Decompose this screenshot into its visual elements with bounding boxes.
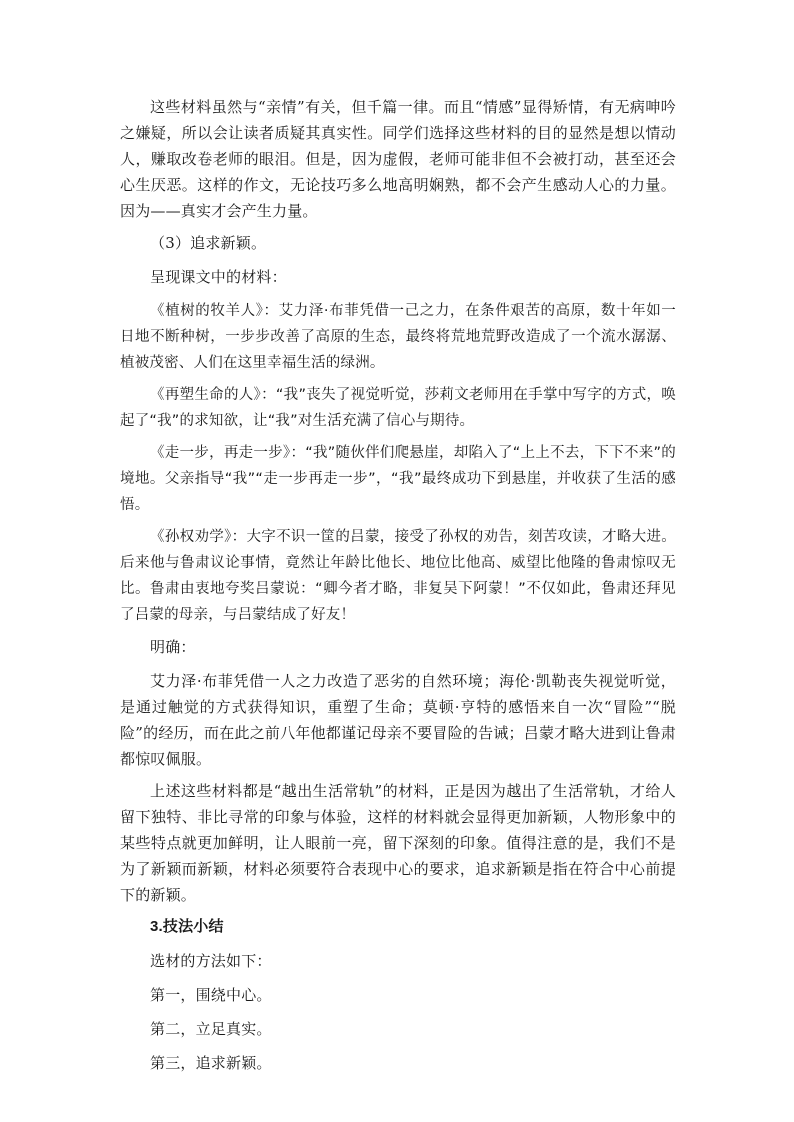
material-one-step: 《走一步，再走一步》：“我”随伙伴们爬悬崖，却陷入了“上上不去，下下不来”的境地。父亲指导“我”“走一步再走一步”，“我”最终成功下到悬崖，并收获了生活的感悟。 xyxy=(120,445,676,513)
paragraph-novelty-summary: 上述这些材料都是“越出生活常轨”的材料，正是因为越出了生活常轨，才给人留下独特、非比寻常的印象与体验，这样的材料就会显得更加新颖，人物形象中的某些特点就更加鲜明，让人眼前一亮，留下深刻的印象。值得注意的是，我们不是为了新颖而新颖，材料必须要符合表现中心的要求，追求新颖是指在符合中心前提下的新颖。 xyxy=(120,782,676,904)
document-page xyxy=(120,94,676,1084)
method-item-3: 第三，追求新颖。 xyxy=(150,1054,272,1072)
paragraph-methods-intro: 选材的方法如下： xyxy=(150,952,272,970)
method-item-2: 第二，立足真实。 xyxy=(150,1020,272,1038)
material-reshape-life: 《再塑生命的人》：“我”丧失了视觉听觉，莎莉文老师用在手掌中写字的方式，唤起了“我”的求知欲，让“我”对生活充满了信心与期待。 xyxy=(120,387,676,429)
paragraph-clarify-label: 明确： xyxy=(150,638,196,656)
section-heading-summary: 3.技法小结 xyxy=(150,918,224,935)
material-sun-quan: 《孙权劝学》：大字不识一筐的吕蒙，接受了孙权的劝告，刻苦攻读，才略大进。后来他与鲁肃议论事情，竟然让年龄比他长、地位比他高、威望比他隆的鲁肃惊叹无比。鲁肃由衷地夸奖吕蒙说：“卿今者才略，非复吴下阿蒙！”不仅如此，鲁肃还拜见了吕蒙的母亲，与吕蒙结成了好友！ xyxy=(120,529,676,623)
paragraph-clarify-content: 艾力泽·布菲凭借一人之力改造了恶劣的自然环境；海伦·凯勒丧失视觉听觉，是通过触觉的方式获得知识，重塑了生命；莫顿·亨特的感悟来自一次“冒险”“脱险”的经历，而在此之前八年他都谨记母亲不要冒险的告诫；吕蒙才略大进到让鲁肃都惊叹佩服。 xyxy=(120,672,676,768)
subheading-pursue-novelty: （3）追求新颖。 xyxy=(150,234,267,252)
paragraph-present-materials: 呈现课文中的材料： xyxy=(150,268,287,286)
method-item-1: 第一，围绕中心。 xyxy=(150,986,272,1004)
material-shepherd: 《植树的牧羊人》：艾力泽·布菲凭借一己之力，在条件艰苦的高原，数十年如一日地不断种树，一步步改善了高原的生态，最终将荒地荒野改造成了一个流水潺潺、植被茂密、人们在这里幸福生活的绿洲。 xyxy=(120,303,676,371)
paragraph-emotion-analysis: 这些材料虽然与“亲情”有关，但千篇一律。而且“情感”显得矫情，有无病呻吟之嫌疑，所以会让读者质疑其真实性。同学们选择这些材料的目的显然是想以情动人，赚取改卷老师的眼泪。但是，因为虚假，老师可能非但不会被打动，甚至还会心生厌恶。这样的作文，无论技巧多么地高明娴熟，都不会产生感动人心的力量。因为——真实才会产生力量。 xyxy=(120,98,676,220)
